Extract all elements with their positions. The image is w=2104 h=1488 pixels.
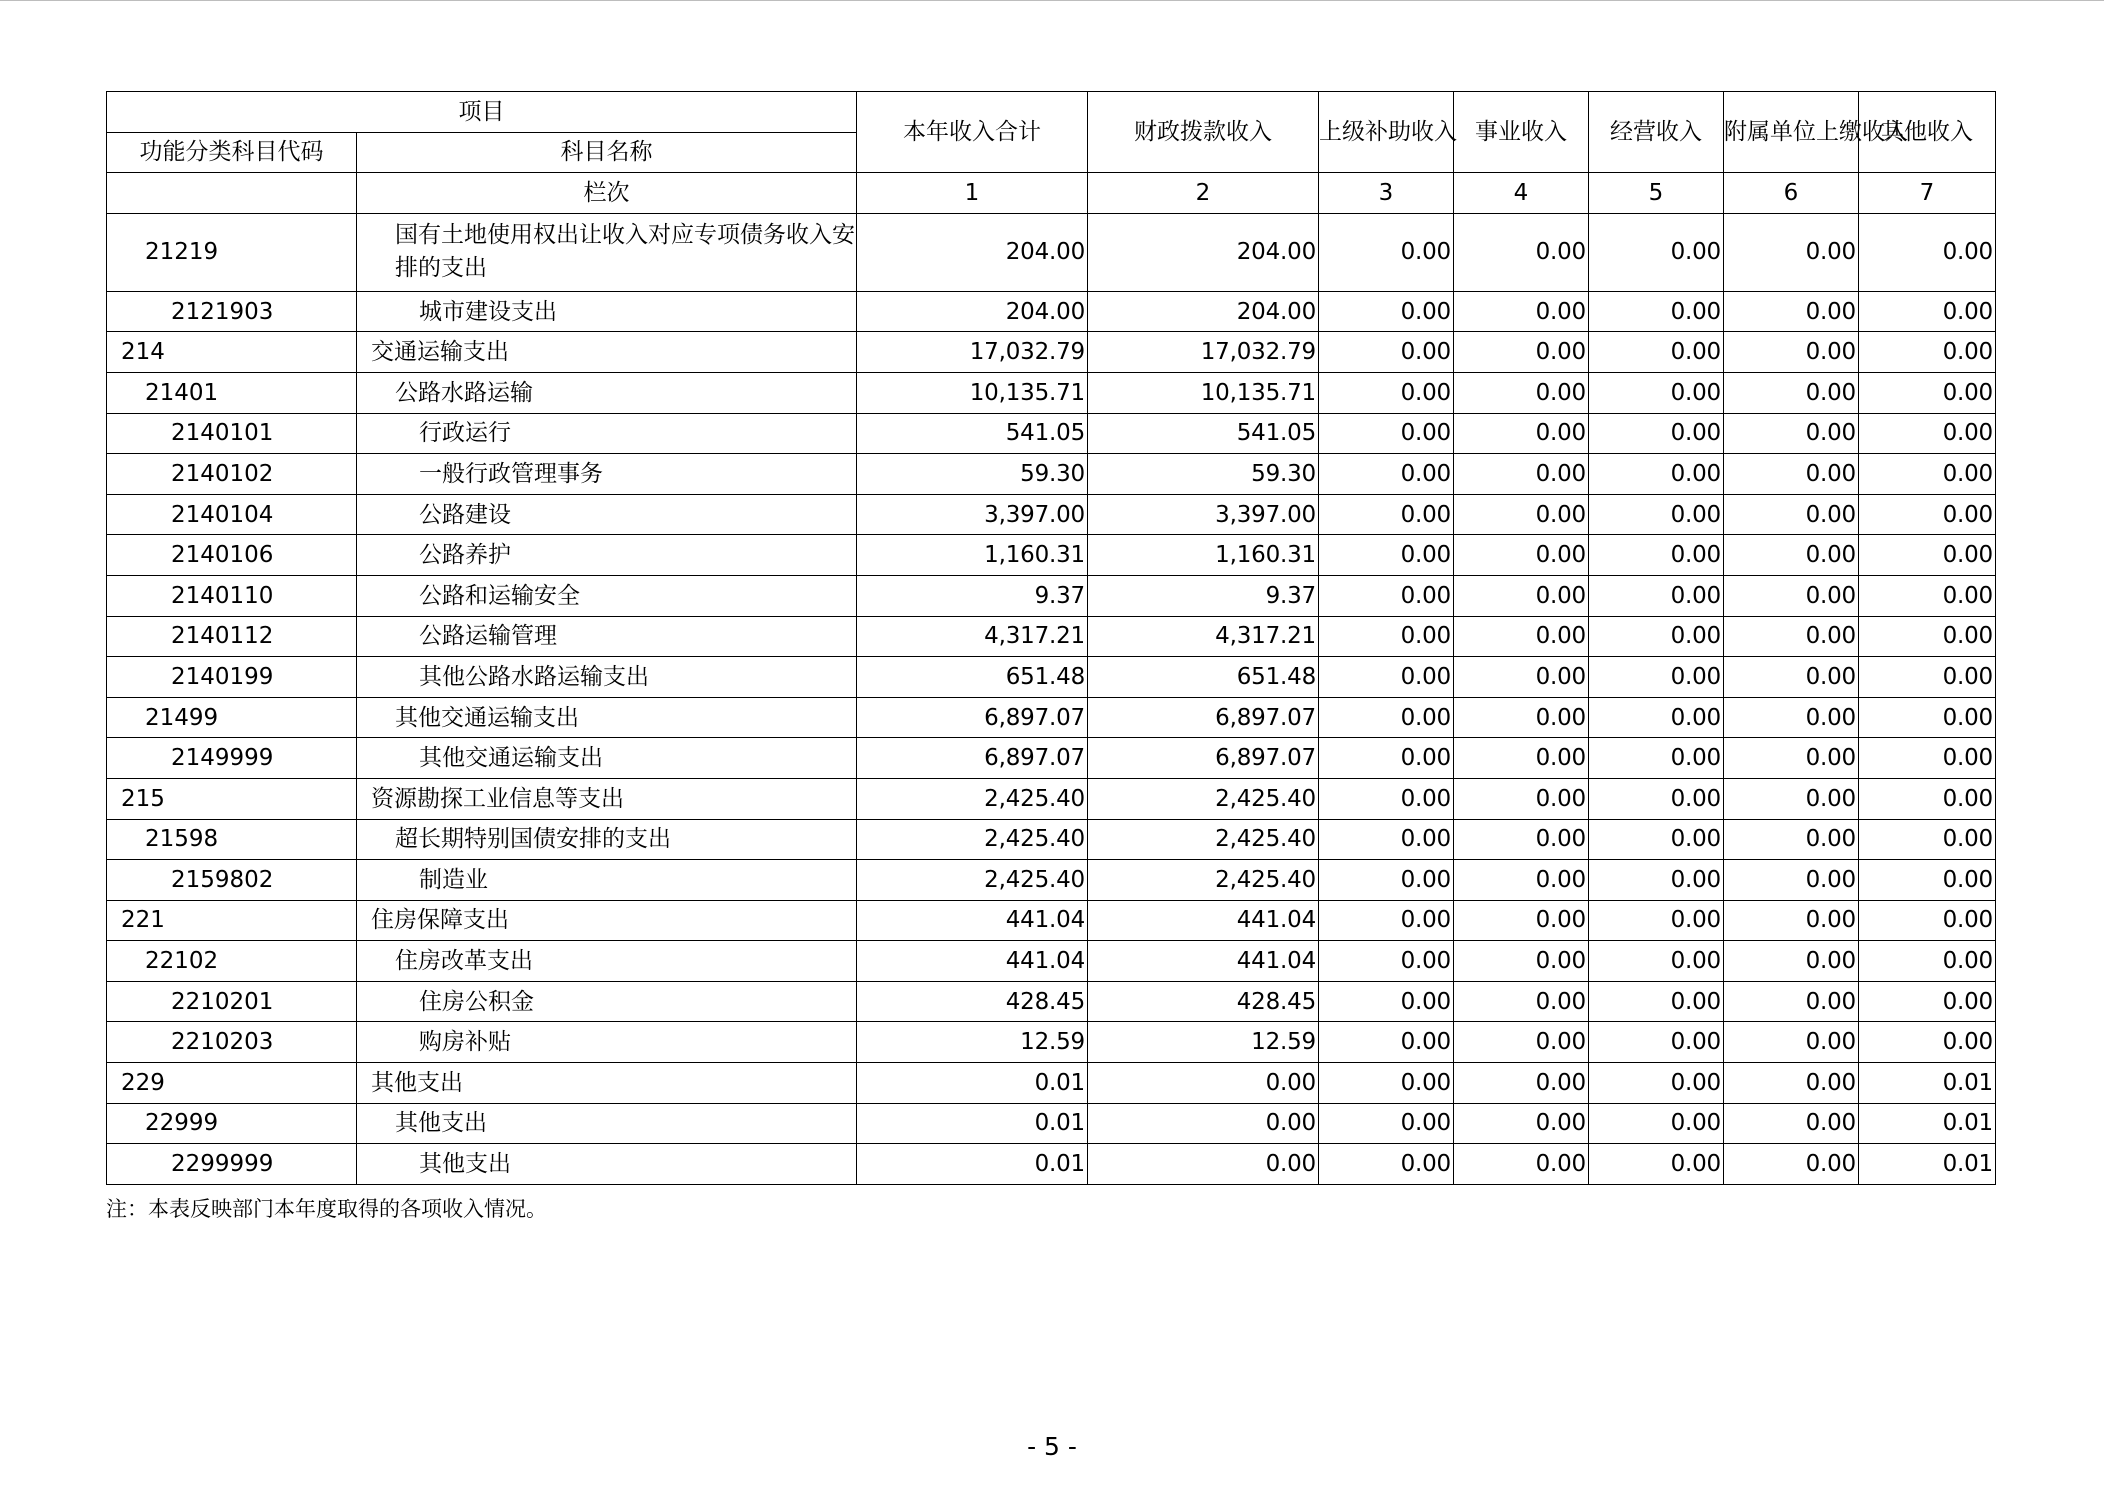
cell-other: 0.01: [1859, 1144, 1996, 1185]
cell-business: 0.00: [1454, 413, 1589, 454]
cell-other: 0.00: [1859, 981, 1996, 1022]
row-code: 2299999: [107, 1144, 357, 1185]
cell-other: 0.00: [1859, 616, 1996, 657]
row-name: 资源勘探工业信息等支出: [357, 778, 857, 819]
cell-operating: 0.00: [1589, 941, 1724, 982]
cell-affiliated: 0.00: [1724, 454, 1859, 495]
header-project: 项目: [107, 92, 857, 133]
cell-operating: 0.00: [1589, 657, 1724, 698]
cell-fiscal: 441.04: [1088, 900, 1319, 941]
cell-operating: 0.00: [1589, 616, 1724, 657]
cell-business: 0.00: [1454, 1103, 1589, 1144]
sequence-1: 1: [857, 173, 1088, 214]
cell-superior: 0.00: [1319, 413, 1454, 454]
table-row: [107, 575, 1996, 616]
cell-operating: 0.00: [1589, 213, 1724, 291]
cell-superior: 0.00: [1319, 900, 1454, 941]
cell-affiliated: 0.00: [1724, 494, 1859, 535]
row-name: 公路运输管理: [357, 616, 857, 657]
cell-superior: 0.00: [1319, 535, 1454, 576]
row-code: 21401: [107, 372, 357, 413]
row-code: 2210203: [107, 1022, 357, 1063]
cell-other: 0.00: [1859, 213, 1996, 291]
table-row: [107, 372, 1996, 413]
sequence-row: [107, 173, 1996, 214]
cell-superior: 0.00: [1319, 575, 1454, 616]
cell-operating: 0.00: [1589, 697, 1724, 738]
cell-operating: 0.00: [1589, 372, 1724, 413]
header-fiscal: 财政拨款收入: [1088, 92, 1319, 173]
cell-operating: 0.00: [1589, 1022, 1724, 1063]
cell-business: 0.00: [1454, 616, 1589, 657]
cell-operating: 0.00: [1589, 1103, 1724, 1144]
cell-superior: 0.00: [1319, 819, 1454, 860]
header-total: 本年收入合计: [857, 92, 1088, 173]
cell-business: 0.00: [1454, 778, 1589, 819]
row-name: 其他支出: [357, 1063, 857, 1104]
cell-total: 2,425.40: [857, 778, 1088, 819]
table-header: [107, 92, 1996, 214]
cell-business: 0.00: [1454, 1144, 1589, 1185]
cell-total: 428.45: [857, 981, 1088, 1022]
row-code: 22999: [107, 1103, 357, 1144]
row-code: 2140106: [107, 535, 357, 576]
row-name: 购房补贴: [357, 1022, 857, 1063]
cell-fiscal: 0.00: [1088, 1063, 1319, 1104]
cell-operating: 0.00: [1589, 900, 1724, 941]
cell-fiscal: 4,317.21: [1088, 616, 1319, 657]
table-row: [107, 778, 1996, 819]
cell-affiliated: 0.00: [1724, 981, 1859, 1022]
row-name: 其他支出: [357, 1144, 857, 1185]
cell-business: 0.00: [1454, 454, 1589, 495]
cell-operating: 0.00: [1589, 291, 1724, 332]
table-row: [107, 616, 1996, 657]
cell-fiscal: 3,397.00: [1088, 494, 1319, 535]
cell-fiscal: 204.00: [1088, 291, 1319, 332]
cell-operating: 0.00: [1589, 332, 1724, 373]
cell-operating: 0.00: [1589, 494, 1724, 535]
cell-superior: 0.00: [1319, 1103, 1454, 1144]
cell-other: 0.00: [1859, 332, 1996, 373]
cell-affiliated: 0.00: [1724, 413, 1859, 454]
cell-business: 0.00: [1454, 332, 1589, 373]
cell-affiliated: 0.00: [1724, 291, 1859, 332]
row-code: 2140199: [107, 657, 357, 698]
cell-other: 0.00: [1859, 575, 1996, 616]
row-name: 公路养护: [357, 535, 857, 576]
cell-fiscal: 9.37: [1088, 575, 1319, 616]
cell-other: 0.00: [1859, 657, 1996, 698]
cell-total: 204.00: [857, 291, 1088, 332]
table-row: [107, 1144, 1996, 1185]
cell-superior: 0.00: [1319, 778, 1454, 819]
row-code: 221: [107, 900, 357, 941]
cell-fiscal: 651.48: [1088, 657, 1319, 698]
cell-total: 204.00: [857, 213, 1088, 291]
sequence-3: 3: [1319, 173, 1454, 214]
table-row: [107, 1103, 1996, 1144]
cell-affiliated: 0.00: [1724, 616, 1859, 657]
cell-fiscal: 0.00: [1088, 1103, 1319, 1144]
cell-superior: 0.00: [1319, 332, 1454, 373]
cell-business: 0.00: [1454, 697, 1589, 738]
cell-fiscal: 204.00: [1088, 213, 1319, 291]
row-code: 2159802: [107, 860, 357, 901]
row-code: 21499: [107, 697, 357, 738]
table-row: [107, 981, 1996, 1022]
row-name: 行政运行: [357, 413, 857, 454]
cell-superior: 0.00: [1319, 738, 1454, 779]
row-code: 214: [107, 332, 357, 373]
cell-fiscal: 541.05: [1088, 413, 1319, 454]
table-row: [107, 535, 1996, 576]
cell-other: 0.01: [1859, 1063, 1996, 1104]
cell-fiscal: 2,425.40: [1088, 819, 1319, 860]
cell-total: 12.59: [857, 1022, 1088, 1063]
cell-total: 59.30: [857, 454, 1088, 495]
cell-total: 17,032.79: [857, 332, 1088, 373]
row-name: 制造业: [357, 860, 857, 901]
cell-total: 441.04: [857, 900, 1088, 941]
table-row: [107, 291, 1996, 332]
cell-affiliated: 0.00: [1724, 1063, 1859, 1104]
sequence-4: 4: [1454, 173, 1589, 214]
cell-operating: 0.00: [1589, 535, 1724, 576]
row-name: 其他交通运输支出: [357, 697, 857, 738]
cell-superior: 0.00: [1319, 213, 1454, 291]
cell-total: 1,160.31: [857, 535, 1088, 576]
cell-superior: 0.00: [1319, 941, 1454, 982]
cell-affiliated: 0.00: [1724, 819, 1859, 860]
header-other: 其他收入: [1859, 92, 1996, 173]
cell-fiscal: 12.59: [1088, 1022, 1319, 1063]
page-top-rule: [0, 0, 2104, 1]
cell-superior: 0.00: [1319, 616, 1454, 657]
cell-other: 0.00: [1859, 900, 1996, 941]
row-name: 公路水路运输: [357, 372, 857, 413]
cell-operating: 0.00: [1589, 819, 1724, 860]
table-row: [107, 819, 1996, 860]
cell-fiscal: 10,135.71: [1088, 372, 1319, 413]
cell-business: 0.00: [1454, 1063, 1589, 1104]
cell-other: 0.00: [1859, 697, 1996, 738]
cell-fiscal: 441.04: [1088, 941, 1319, 982]
cell-operating: 0.00: [1589, 778, 1724, 819]
cell-superior: 0.00: [1319, 1022, 1454, 1063]
cell-total: 2,425.40: [857, 819, 1088, 860]
header-operating: 经营收入: [1589, 92, 1724, 173]
cell-business: 0.00: [1454, 738, 1589, 779]
cell-affiliated: 0.00: [1724, 657, 1859, 698]
cell-business: 0.00: [1454, 981, 1589, 1022]
cell-operating: 0.00: [1589, 738, 1724, 779]
cell-superior: 0.00: [1319, 372, 1454, 413]
cell-business: 0.00: [1454, 575, 1589, 616]
cell-total: 4,317.21: [857, 616, 1088, 657]
cell-business: 0.00: [1454, 291, 1589, 332]
cell-fiscal: 6,897.07: [1088, 738, 1319, 779]
cell-affiliated: 0.00: [1724, 535, 1859, 576]
cell-fiscal: 2,425.40: [1088, 860, 1319, 901]
cell-total: 0.01: [857, 1103, 1088, 1144]
sequence-6: 6: [1724, 173, 1859, 214]
row-code: 2149999: [107, 738, 357, 779]
cell-total: 0.01: [857, 1063, 1088, 1104]
row-code: 215: [107, 778, 357, 819]
cell-business: 0.00: [1454, 657, 1589, 698]
cell-other: 0.00: [1859, 494, 1996, 535]
row-name: 公路和运输安全: [357, 575, 857, 616]
cell-operating: 0.00: [1589, 860, 1724, 901]
table-body: [107, 213, 1996, 1184]
cell-affiliated: 0.00: [1724, 1103, 1859, 1144]
row-name: 超长期特别国债安排的支出: [357, 819, 857, 860]
cell-operating: 0.00: [1589, 981, 1724, 1022]
row-name: 一般行政管理事务: [357, 454, 857, 495]
row-code: 2140112: [107, 616, 357, 657]
row-code: 21219: [107, 213, 357, 291]
sequence-5: 5: [1589, 173, 1724, 214]
cell-affiliated: 0.00: [1724, 697, 1859, 738]
cell-total: 0.01: [857, 1144, 1088, 1185]
row-code: 2140110: [107, 575, 357, 616]
cell-affiliated: 0.00: [1724, 1144, 1859, 1185]
table-row: [107, 738, 1996, 779]
cell-fiscal: 428.45: [1088, 981, 1319, 1022]
cell-superior: 0.00: [1319, 860, 1454, 901]
cell-superior: 0.00: [1319, 454, 1454, 495]
row-name: 公路建设: [357, 494, 857, 535]
row-name: 其他支出: [357, 1103, 857, 1144]
cell-affiliated: 0.00: [1724, 213, 1859, 291]
cell-fiscal: 0.00: [1088, 1144, 1319, 1185]
cell-business: 0.00: [1454, 941, 1589, 982]
table-row: [107, 332, 1996, 373]
table-row: [107, 900, 1996, 941]
cell-superior: 0.00: [1319, 981, 1454, 1022]
cell-affiliated: 0.00: [1724, 941, 1859, 982]
table-note: 注：本表反映部门本年度取得的各项收入情况。: [106, 1197, 547, 1221]
row-name: 交通运输支出: [357, 332, 857, 373]
cell-total: 651.48: [857, 657, 1088, 698]
table-row: [107, 697, 1996, 738]
sequence-2: 2: [1088, 173, 1319, 214]
table-row: [107, 1063, 1996, 1104]
row-code: 229: [107, 1063, 357, 1104]
cell-other: 0.00: [1859, 941, 1996, 982]
cell-business: 0.00: [1454, 213, 1589, 291]
cell-operating: 0.00: [1589, 413, 1724, 454]
header-code-column: 功能分类科目代码: [107, 132, 357, 173]
row-code: 2140104: [107, 494, 357, 535]
cell-business: 0.00: [1454, 900, 1589, 941]
header-affiliated: 附属单位上缴收入: [1724, 92, 1859, 173]
cell-superior: 0.00: [1319, 657, 1454, 698]
cell-business: 0.00: [1454, 1022, 1589, 1063]
cell-total: 2,425.40: [857, 860, 1088, 901]
cell-fiscal: 1,160.31: [1088, 535, 1319, 576]
table-row: [107, 657, 1996, 698]
row-name: 城市建设支出: [357, 291, 857, 332]
sequence-label: 栏次: [357, 173, 857, 214]
table-row: [107, 494, 1996, 535]
row-code: 2140101: [107, 413, 357, 454]
cell-affiliated: 0.00: [1724, 860, 1859, 901]
cell-affiliated: 0.00: [1724, 332, 1859, 373]
cell-total: 3,397.00: [857, 494, 1088, 535]
cell-business: 0.00: [1454, 860, 1589, 901]
row-code: 2140102: [107, 454, 357, 495]
row-code: 22102: [107, 941, 357, 982]
sequence-blank: [107, 173, 357, 214]
cell-other: 0.00: [1859, 535, 1996, 576]
cell-other: 0.00: [1859, 778, 1996, 819]
header-business: 事业收入: [1454, 92, 1589, 173]
row-code: 21598: [107, 819, 357, 860]
cell-total: 6,897.07: [857, 738, 1088, 779]
cell-other: 0.00: [1859, 413, 1996, 454]
table-row: [107, 213, 1996, 291]
cell-superior: 0.00: [1319, 494, 1454, 535]
cell-affiliated: 0.00: [1724, 575, 1859, 616]
row-name: 国有土地使用权出让收入对应专项债务收入安排的支出: [357, 213, 857, 291]
cell-operating: 0.00: [1589, 575, 1724, 616]
cell-fiscal: 17,032.79: [1088, 332, 1319, 373]
cell-operating: 0.00: [1589, 1063, 1724, 1104]
table-row: [107, 413, 1996, 454]
cell-other: 0.00: [1859, 372, 1996, 413]
row-code: 2210201: [107, 981, 357, 1022]
cell-superior: 0.00: [1319, 1144, 1454, 1185]
cell-superior: 0.00: [1319, 697, 1454, 738]
cell-total: 10,135.71: [857, 372, 1088, 413]
cell-affiliated: 0.00: [1724, 372, 1859, 413]
cell-fiscal: 59.30: [1088, 454, 1319, 495]
page-number: - 5 -: [1027, 1432, 1077, 1461]
row-name: 住房保障支出: [357, 900, 857, 941]
row-name: 住房改革支出: [357, 941, 857, 982]
cell-total: 441.04: [857, 941, 1088, 982]
cell-affiliated: 0.00: [1724, 900, 1859, 941]
cell-total: 541.05: [857, 413, 1088, 454]
cell-other: 0.00: [1859, 738, 1996, 779]
table-row: [107, 454, 1996, 495]
table-row: [107, 1022, 1996, 1063]
header-superior: 上级补助收入: [1319, 92, 1454, 173]
cell-fiscal: 2,425.40: [1088, 778, 1319, 819]
table-row: [107, 941, 1996, 982]
cell-affiliated: 0.00: [1724, 1022, 1859, 1063]
cell-other: 0.01: [1859, 1103, 1996, 1144]
cell-affiliated: 0.00: [1724, 738, 1859, 779]
row-name: 其他公路水路运输支出: [357, 657, 857, 698]
cell-business: 0.00: [1454, 819, 1589, 860]
sequence-7: 7: [1859, 173, 1996, 214]
cell-other: 0.00: [1859, 860, 1996, 901]
header-name-column: 科目名称: [357, 132, 857, 173]
cell-other: 0.00: [1859, 819, 1996, 860]
cell-other: 0.00: [1859, 291, 1996, 332]
income-table: [106, 91, 1996, 1185]
cell-operating: 0.00: [1589, 454, 1724, 495]
cell-business: 0.00: [1454, 535, 1589, 576]
row-code: 2121903: [107, 291, 357, 332]
cell-superior: 0.00: [1319, 291, 1454, 332]
cell-fiscal: 6,897.07: [1088, 697, 1319, 738]
cell-business: 0.00: [1454, 494, 1589, 535]
cell-affiliated: 0.00: [1724, 778, 1859, 819]
row-name: 其他交通运输支出: [357, 738, 857, 779]
cell-operating: 0.00: [1589, 1144, 1724, 1185]
cell-business: 0.00: [1454, 372, 1589, 413]
cell-superior: 0.00: [1319, 1063, 1454, 1104]
cell-other: 0.00: [1859, 1022, 1996, 1063]
table-row: [107, 860, 1996, 901]
cell-total: 9.37: [857, 575, 1088, 616]
cell-other: 0.00: [1859, 454, 1996, 495]
row-name: 住房公积金: [357, 981, 857, 1022]
cell-total: 6,897.07: [857, 697, 1088, 738]
